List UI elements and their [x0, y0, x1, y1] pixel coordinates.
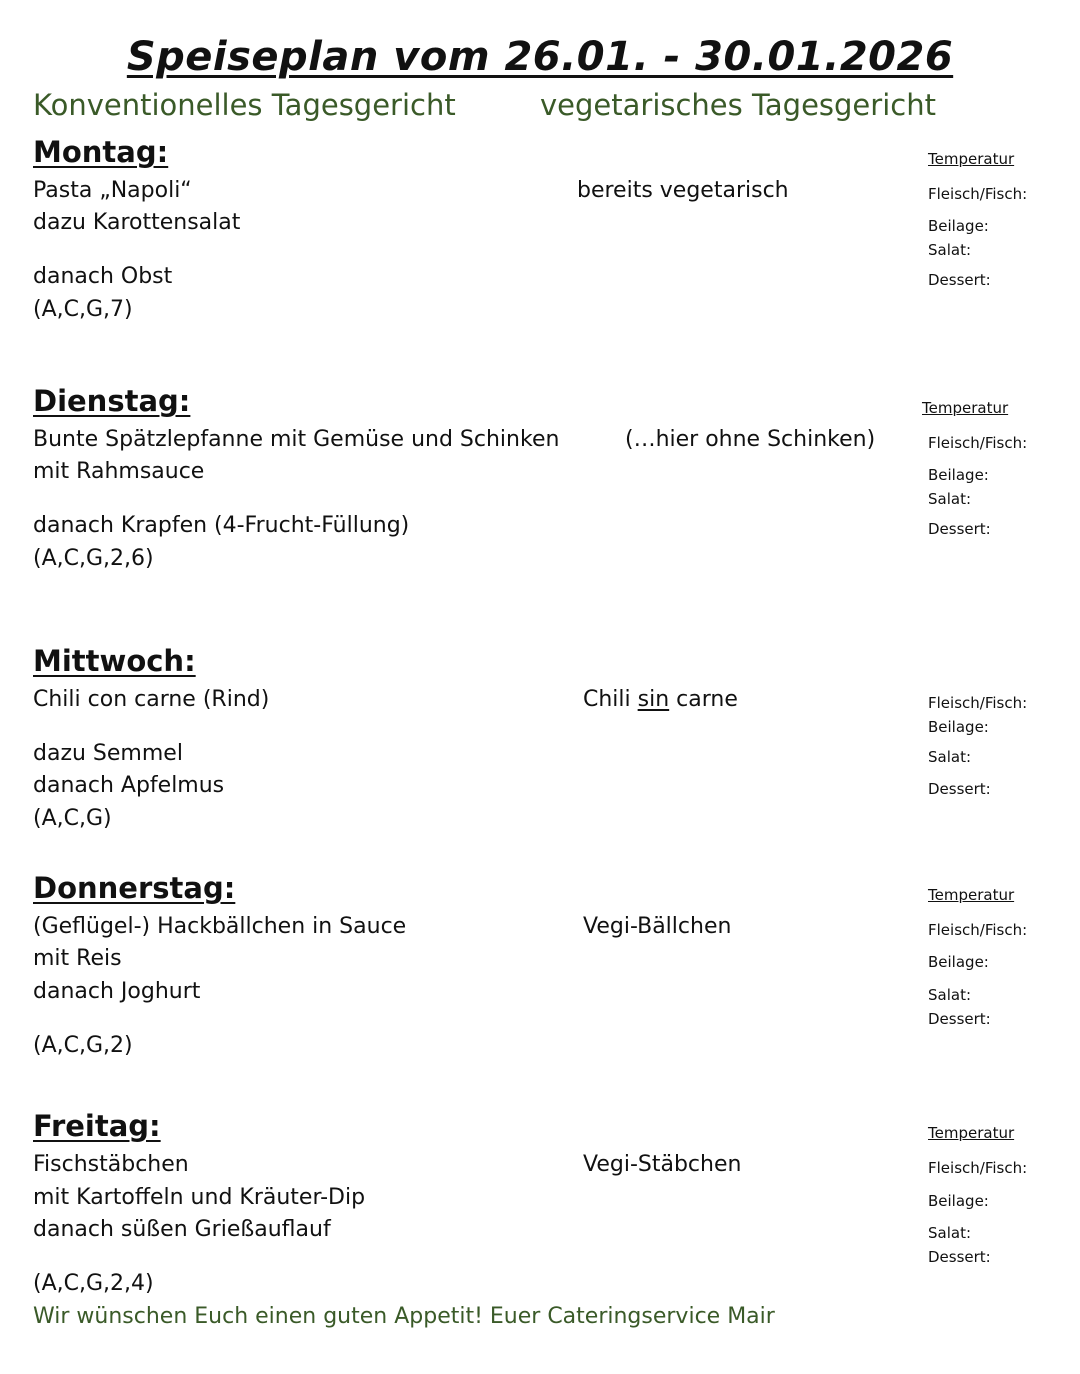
main-dish: Bunte Spätzlepfanne mit Gemüse und Schinken	[33, 427, 560, 452]
temperature-label: Temperatur	[928, 150, 1015, 168]
side-label: Beilage:	[928, 718, 989, 736]
day-heading: Donnerstag:	[33, 871, 236, 905]
dish-line-2: dazu Semmel	[33, 741, 183, 766]
meat-fish-label: Fleisch/Fisch:	[928, 694, 1028, 712]
dessert-label: Dessert:	[928, 1248, 991, 1266]
dish-line-2: dazu Karottensalat	[33, 210, 241, 235]
day-heading: Dienstag:	[33, 384, 191, 418]
dessert-label: Dessert:	[928, 520, 991, 538]
main-dish: (Geflügel-) Hackbällchen in Sauce	[33, 914, 407, 939]
vegetarian-dish: Vegi-Bällchen	[583, 914, 732, 939]
dish-line-3: danach süßen Grießauflauf	[33, 1217, 331, 1242]
dish-line-2: mit Reis	[33, 946, 122, 971]
veg-dish-part: carne	[669, 687, 738, 712]
side-label: Beilage:	[928, 1192, 989, 1210]
salad-label: Salat:	[928, 241, 972, 259]
meat-fish-label: Fleisch/Fisch:	[928, 185, 1028, 203]
allergens: (A,C,G)	[33, 806, 112, 831]
dish-line-3: danach Joghurt	[33, 979, 201, 1004]
footer-greeting: Wir wünschen Euch einen guten Appetit! Euer Cateringservice Mair	[33, 1304, 775, 1329]
main-dish: Pasta „Napoli“	[33, 178, 192, 203]
meat-fish-label: Fleisch/Fisch:	[928, 921, 1028, 939]
side-label: Beilage:	[928, 953, 989, 971]
column-header-conventional: Konventionelles Tagesgericht	[33, 88, 456, 122]
dish-line-3: danach Obst	[33, 264, 173, 289]
dessert-label: Dessert:	[928, 780, 991, 798]
vegetarian-dish	[583, 687, 738, 712]
side-label: Beilage:	[928, 217, 989, 235]
meat-fish-label: Fleisch/Fisch:	[928, 1159, 1028, 1177]
dish-line-2: mit Rahmsauce	[33, 459, 205, 484]
vegetarian-dish: (…hier ohne Schinken)	[625, 427, 876, 452]
vegetarian-dish: Vegi-Stäbchen	[583, 1152, 742, 1177]
meat-fish-label: Fleisch/Fisch:	[928, 434, 1028, 452]
veg-dish-emphasis: sin	[637, 687, 670, 712]
allergens: (A,C,G,2,6)	[33, 546, 154, 571]
day-heading: Montag:	[33, 135, 169, 169]
vegetarian-dish: bereits vegetarisch	[577, 178, 789, 203]
temperature-label: Temperatur	[928, 1124, 1015, 1142]
salad-label: Salat:	[928, 748, 972, 766]
allergens: (A,C,G,7)	[33, 297, 133, 322]
day-heading: Mittwoch:	[33, 644, 196, 678]
allergens: (A,C,G,2,4)	[33, 1271, 154, 1296]
day-heading: Freitag:	[33, 1109, 161, 1143]
dish-line-2: mit Kartoffeln und Kräuter-Dip	[33, 1185, 366, 1210]
veg-dish-part: Chili	[583, 687, 638, 712]
main-dish: Fischstäbchen	[33, 1152, 189, 1177]
temperature-label: Temperatur	[922, 399, 1009, 417]
column-header-vegetarian: vegetarisches Tagesgericht	[540, 88, 936, 122]
dessert-label: Dessert:	[928, 271, 991, 289]
side-label: Beilage:	[928, 466, 989, 484]
dessert-label: Dessert:	[928, 1010, 991, 1028]
temperature-label: Temperatur	[928, 886, 1015, 904]
allergens: (A,C,G,2)	[33, 1033, 133, 1058]
salad-label: Salat:	[928, 986, 972, 1004]
salad-label: Salat:	[928, 1224, 972, 1242]
dish-line-3: danach Krapfen (4-Frucht-Füllung)	[33, 513, 410, 538]
page-title: Speiseplan vom 26.01. - 30.01.2026	[126, 34, 954, 80]
dish-line-3: danach Apfelmus	[33, 773, 225, 798]
salad-label: Salat:	[928, 490, 972, 508]
main-dish: Chili con carne (Rind)	[33, 687, 270, 712]
